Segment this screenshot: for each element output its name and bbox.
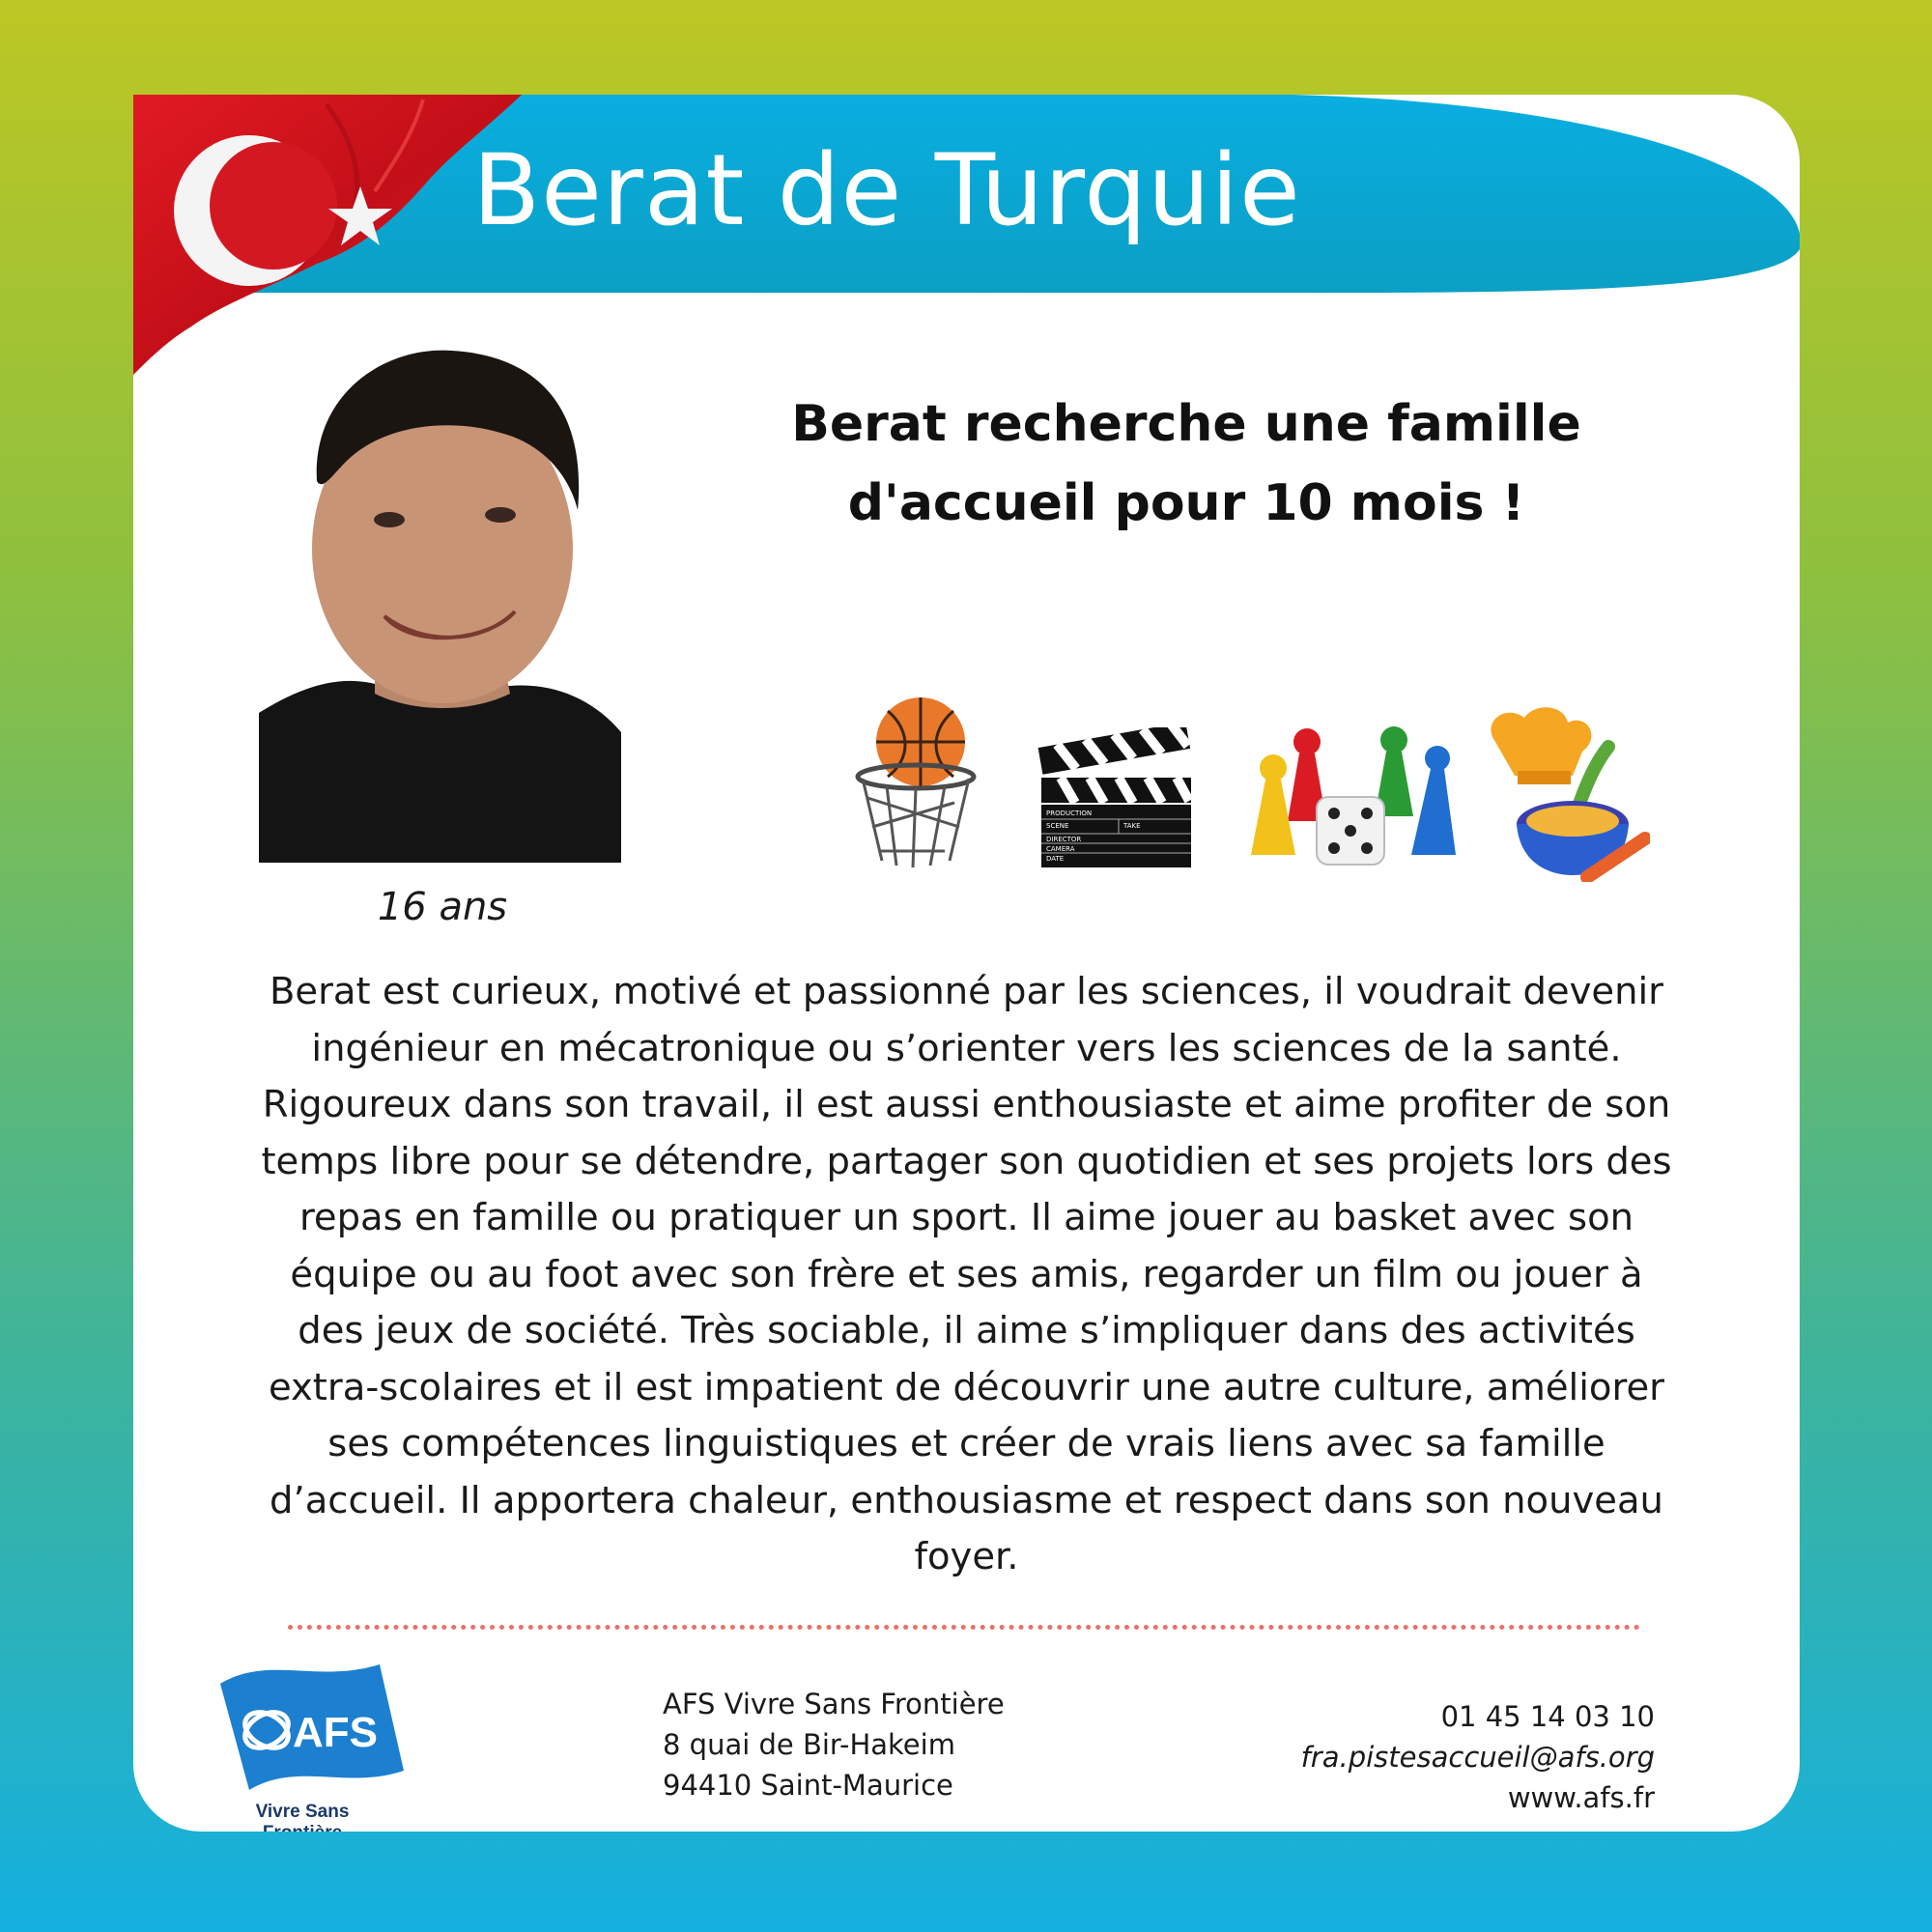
logo-subtitle-2: Frontière <box>262 1823 343 1843</box>
clapper-label-scene: SCENE <box>1046 822 1069 830</box>
bio-line: ses compétences linguistiques et créer de vrais liens avec sa famille <box>327 1422 1605 1465</box>
headline <box>752 384 1621 543</box>
bio-line: repas en famille ou pratiquer un sport. Il aime jouer au basket avec son <box>298 1196 1634 1239</box>
clapper-label-production: PRODUCTION <box>1046 810 1093 817</box>
bio-line: foyer. <box>914 1535 1019 1578</box>
address-line: AFS Vivre Sans Frontière <box>663 1688 1005 1720</box>
student-photo <box>259 327 621 863</box>
logo-subtitle-1: Vivre Sans <box>255 1802 350 1822</box>
headline-line-1: Berat recherche une famille <box>791 395 1581 453</box>
board-game-pawns-dice-icon <box>1249 724 1462 869</box>
page-title: Berat de Turquie <box>472 133 1301 248</box>
clapper-label-camera: CAMERA <box>1046 845 1075 853</box>
bio-line: Rigoureux dans son travail, il est aussi enthousiaste et aime profiter de son <box>262 1083 1671 1126</box>
postal-address <box>663 1684 1005 1805</box>
bio-line: ingénieur en mécatronique ou s’orienter vers les sciences de la santé. <box>311 1026 1622 1070</box>
phone-number: 01 45 14 03 10 <box>1440 1700 1655 1733</box>
bio-paragraph <box>191 964 1742 1586</box>
clapper-label-take: TAKE <box>1123 822 1141 830</box>
address-line: 8 quai de Bir-Hakeim <box>663 1728 955 1761</box>
bio-line: temps libre pour se détendre, partager son quotidien et ses projets lors des <box>261 1139 1672 1183</box>
logo-text: AFS <box>293 1709 378 1756</box>
address-line: 94410 Saint-Maurice <box>663 1769 953 1802</box>
website-link[interactable]: www.afs.fr <box>1507 1781 1655 1814</box>
bio-line: équipe ou au foot avec son frère et ses amis, regarder un film ou jouer à <box>290 1252 1643 1296</box>
bio-line: des jeux de société. Très sociable, il aime s’impliquer dans des activités <box>298 1309 1635 1352</box>
afs-logo <box>211 1655 423 1843</box>
bio-line: extra-scolaires et il est impatient de découvrir une autre culture, améliorer <box>269 1365 1664 1409</box>
contact-info <box>1301 1696 1655 1818</box>
headline-line-2: d'accueil pour 10 mois ! <box>847 474 1525 532</box>
bio-line: Berat est curieux, motivé et passionné par les sciences, il voudrait devenir <box>269 970 1664 1013</box>
basketball-hoop-icon <box>853 692 988 870</box>
email-link[interactable]: fra.pistesaccueil@afs.org <box>1300 1741 1655 1774</box>
clapper-label-date: DATE <box>1046 855 1065 863</box>
bio-line: d’accueil. Il apportera chaleur, enthousiasme et respect dans son nouveau <box>270 1478 1663 1522</box>
cooking-icon <box>1481 703 1650 882</box>
student-age: 16 ans <box>377 885 508 929</box>
film-clapperboard-icon <box>1037 727 1196 872</box>
clapper-label-director: DIRECTOR <box>1046 836 1082 843</box>
profile-card <box>133 95 1800 1843</box>
footer-divider <box>288 1625 1640 1630</box>
